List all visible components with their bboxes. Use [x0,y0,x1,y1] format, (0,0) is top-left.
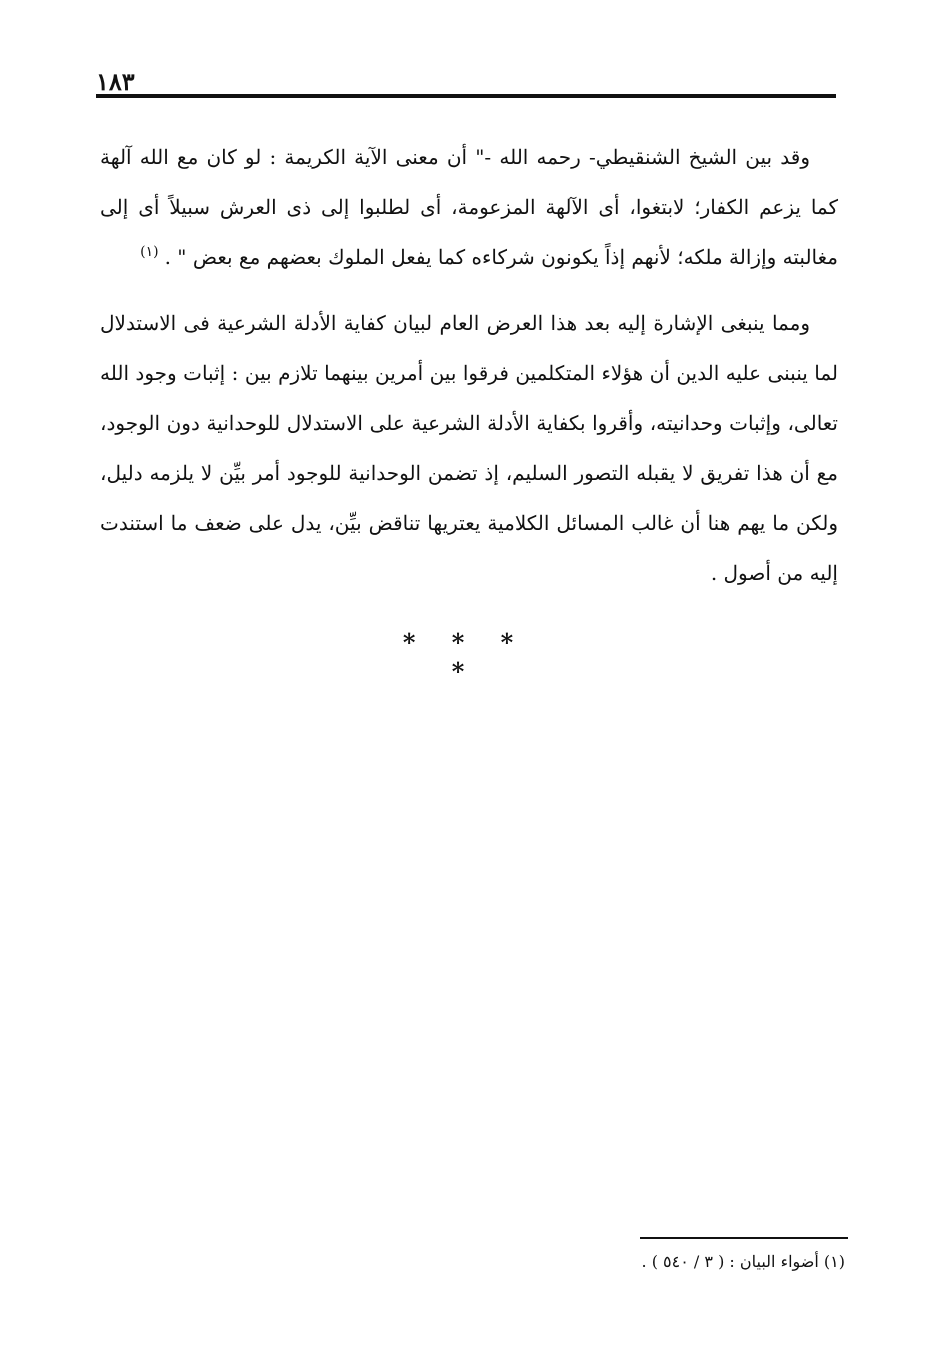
paragraph-2 [100,298,838,598]
footnote-rule [640,1237,848,1239]
paragraph-1 [100,132,838,282]
header-rule [96,94,836,98]
body-text [100,132,838,598]
paragraph-2-text: ومما ينبغى الإشارة إليه بعد هذا العرض العام لبيان كفاية الأدلة الشرعية فى الاستدلال لما ينبنى عليه الدين أن هؤلاء المتكلمين فرقوا بين أمرين بينهما تلازم بين : إثبات وجود الله تعالى، وإثبات وحدانيته، وأقروا بكفاية الأدلة الشرعية على الاستدلال للوحدانية دون الوجود، مع أن هذا تفريق لا يقبله التصور السليم، إذ تضمن الوحدانية للوجود أمر بيِّن لا يلزمه دليل، ولكن ما يهم هنا أن غالب المسائل الكلامية يعتريها تناقض بيِّن، يدل على ضعف ما استندت إليه من أصول . [100,311,838,585]
paragraph-1-text: وقد بين الشيخ الشنقيطي- رحمه الله -" أن معنى الآية الكريمة : لو كان مع الله آلهة كما يزعم الكفار؛ لابتغوا، أى الآلهة المزعومة، أى لطلبوا إلى ذى العرش سبيلاً أى إلى مغالبته وإزالة ملكه؛ لأنهم إذاً يكونون شركاءه كما يفعل الملوك بعضهم مع بعض " . [100,145,838,269]
footnote-reference[interactable]: (١) [140,244,159,261]
section-separator: * * * * [402,628,528,686]
page-number: ١٨٣ [96,67,135,96]
footnote-1: (١) أضواء البيان : ( ٣ / ٥٤٠ ) . [641,1252,845,1271]
